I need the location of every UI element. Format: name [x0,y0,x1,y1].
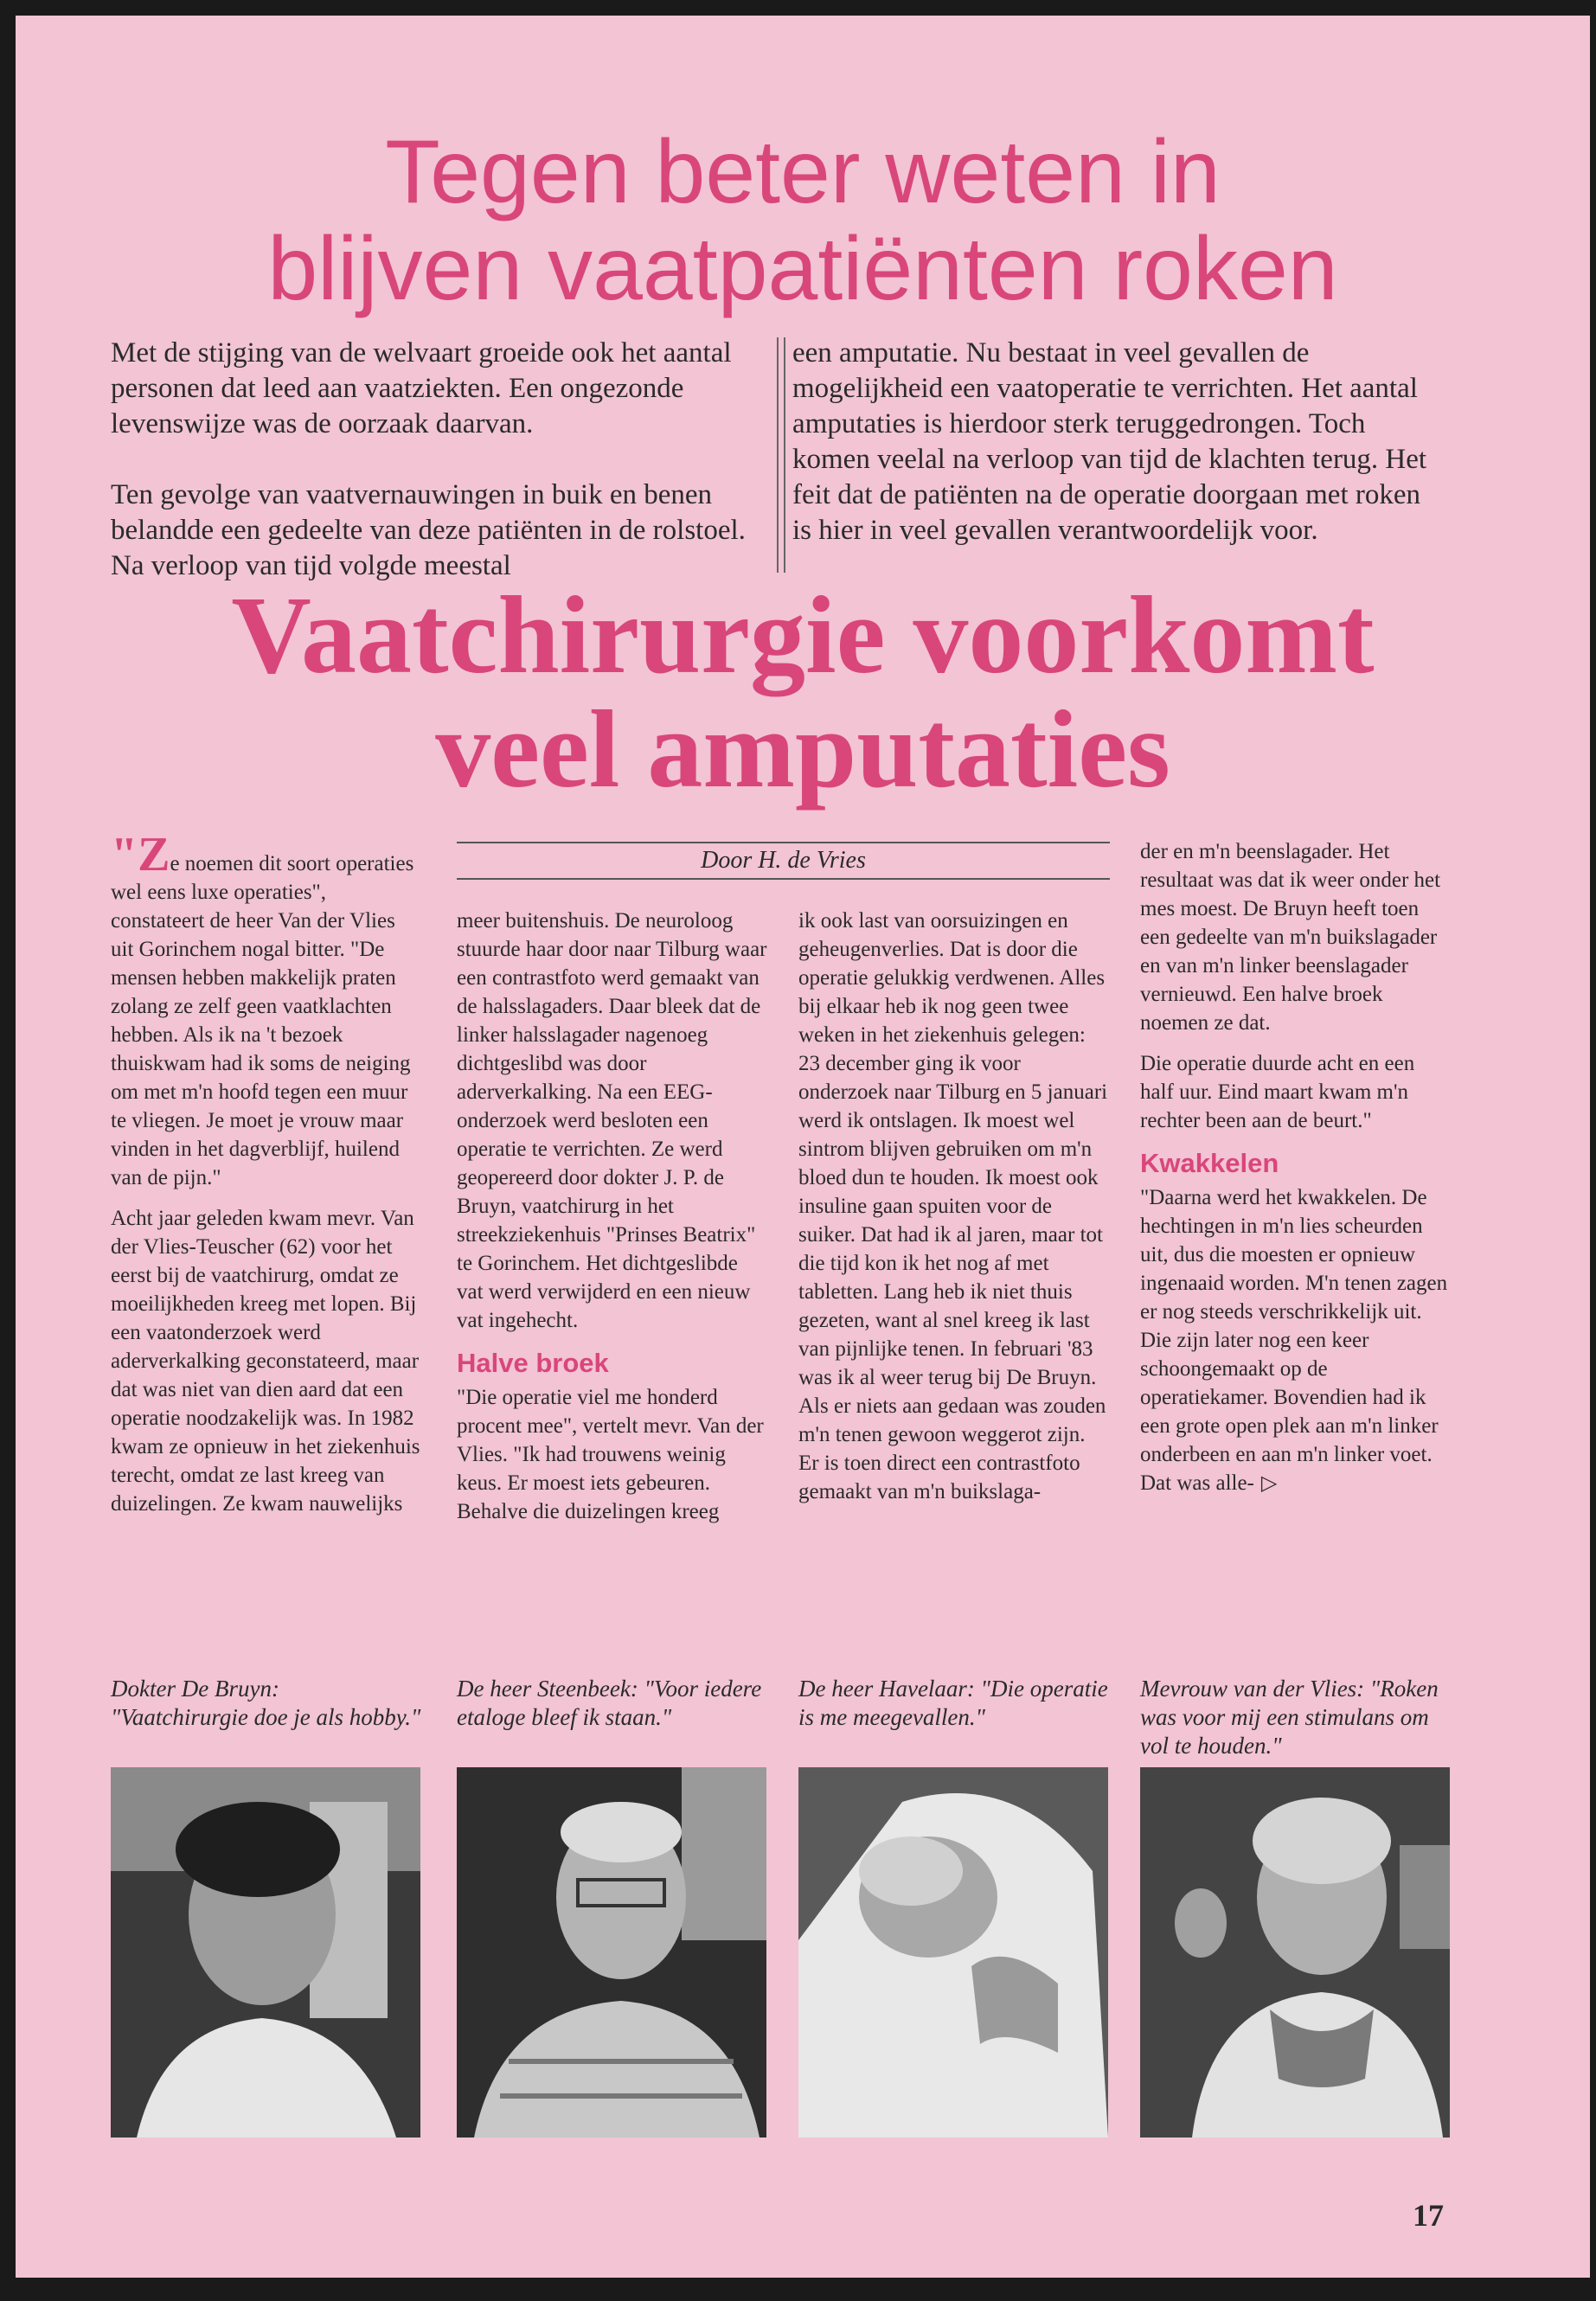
photo-caption: De heer Steenbeek: "Voor iedere etaloge bleef ik staan." [457,1676,762,1730]
article-paragraph: Die operatie duurde acht en een half uur. Eind maart kwam m'n rechter been aan de beurt." [1140,1052,1415,1132]
photo-mr-havelaar [798,1767,1108,2138]
header-title [16,124,1590,317]
headline-line2: veel amputaties [435,688,1170,811]
intro-right [792,336,1441,584]
article-text: "Daarna werd het kwakkelen. De hechtingen in m'n lies scheurden uit, dus die moesten er opnieuw ingenaaid worden. M'n tenen zagen er nog steeds verschrikkelijk uit. Die zijn later nog een keer schoongemaakt op de operatiekamer. Bovendien had ik een grote open plek aan m'n linker onderbeen en aan m'n linker voet. Dat was alle- [1140,1186,1448,1495]
photo-mrs-van-der-vlies [1140,1767,1450,2138]
article-text: e noemen dit soort operaties wel eens luxe operaties", constateert de heer Van der Vlies uit Gorinchem nogal bitter. "De mensen hebben makkelijk praten zolang ze zelf geen vaatklachten hebben. Als ik na 't bezoek thuiskwam had ik soms de neiging om met m'n hoofd tegen een muur te vliegen. Je moet je vrouw maar vinden in het dagverblijf, huilend van de pijn." [111,852,414,1189]
intro-paragraph: Ten gevolge van vaatvernauwingen in buik en benen belandde een gedeelte van deze patiënten in de rolstoel. Na verloop van tijd volgde meestal [111,479,746,581]
article-column-3 [798,907,1110,1518]
photo-caption: Dokter De Bruyn: "Vaatchirurgie doe je als hobby." [111,1676,421,1730]
subheading: Kwakkelen [1140,1148,1279,1178]
headline-line1: Vaatchirurgie voorkomt [231,574,1375,696]
subheading: Halve broek [457,1348,609,1378]
article-paragraph [1140,1183,1452,1498]
article-paragraph: "Die operatie viel me honderd procent mee", vertelt mevr. Van der Vlies. "Ik had trouwens weinig keus. Er moest iets gebeuren. Behalve die duizelingen kreeg [457,1386,764,1523]
page-number: 17 [1413,2198,1444,2233]
article-paragraph: Acht jaar geleden kwam mevr. Van der Vlies-Teuscher (62) voor het eerst bij de vaatchirurg, omdat ze moeilijkheden kreeg met lopen. Bij een vaatonderzoek werd aderverkalking geconstateerd, maar dat was niet van dien aard dat een operatie noodzakelijk was. In 1982 kwam ze opnieuw in het ziekenhuis terecht, omdat ze last kreeg van duizelingen. Ze kwam nauwelijks [111,1207,420,1516]
intro-paragraph: Met de stijging van de welvaart groeide ook het aantal personen dat leed aan vaatziekten. Een ongezonde levenswijze was de oorzaak daarvan. [111,337,732,439]
header-title-line2: blijven vaatpatiënten roken [267,219,1338,319]
article-column-2 [457,907,768,1538]
article-column-1 [111,828,422,1530]
continue-arrow-icon: ▷ [1260,1472,1278,1495]
column-divider [784,337,785,573]
photo-caption: Mevrouw van der Vlies: "Roken was voor mij een stimulans om vol te houden." [1140,1676,1439,1759]
article-paragraph: der en m'n beenslagader. Het resultaat was dat ik weer onder het mes moest. De Bruyn heeft toen een gedeelte van m'n buikslagader en van m'n linker beenslagader vernieuwd. Een halve broek noemen ze dat. [1140,840,1441,1035]
byline: Door H. de Vries [457,842,1110,880]
opening-quote: " [111,828,138,881]
article-column-4 [1140,837,1452,1510]
article-paragraph [111,828,422,1192]
photo-caption: De heer Havelaar: "Die operatie is me meegevallen." [798,1676,1108,1730]
drop-cap: Z [138,828,170,881]
article-paragraph: ik ook last van oorsuizingen en geheugenverlies. Dat is door die operatie gelukkig verdwenen. Alles bij elkaar heb ik nog geen twee weken in het ziekenhuis gelegen: 23 december ging ik voor onderzoek naar Tilburg en 5 januari werd ik ontslagen. Ik moest wel sintrom blijven gebruiken om m'n bloed dun te houden. Ik moest ook insuline gaan spuiten voor de suiker. Dat had ik al jaren, maar tot die tijd kon ik het nog af met tabletten. Lang heb ik niet thuis gezeten, want al snel kreeg ik last van pijnlijke tenen. In februari '83 was ik al weer terug bij De Bruyn. Als er niets aan gedaan was zouden m'n tenen gewoon weggerot zijn. Er is toen direct een contrastfoto gemaakt van m'n buikslaga- [798,909,1108,1503]
column-divider [777,337,779,573]
header-title-line1: Tegen beter weten in [385,122,1221,222]
photo-doctor [111,1767,420,2138]
headline [16,574,1590,811]
photo-mr-steenbeek [457,1767,766,2138]
magazine-page [16,16,1590,2278]
article-paragraph: meer buitenshuis. De neuroloog stuurde haar door naar Tilburg waar een contrastfoto werd gemaakt van de halsslagaders. Daar bleek dat de linker halsslagader nagenoeg dichtgeslibd was door aderverkalking. Na een EEG-onderzoek werd besloten een operatie te verrichten. Ze werd geopereerd door dokter J. P. de Bruyn, vaatchirurg in het streekziekenhuis "Prinses Beatrix" te Gorinchem. Het dichtgeslibde vat werd verwijderd en een nieuw vat ingehecht. [457,909,767,1332]
intro-paragraph: een amputatie. Nu bestaat in veel gevallen de mogelijkheid een vaatoperatie te verrichten. Het aantal amputaties is hierdoor sterk teruggedrongen. Toch komen veelal na verloop van tijd de klachten terug. Het feit dat de patiënten na de operatie doorgaan met roken is hier in veel gevallen verantwoordelijk voor. [792,337,1427,546]
